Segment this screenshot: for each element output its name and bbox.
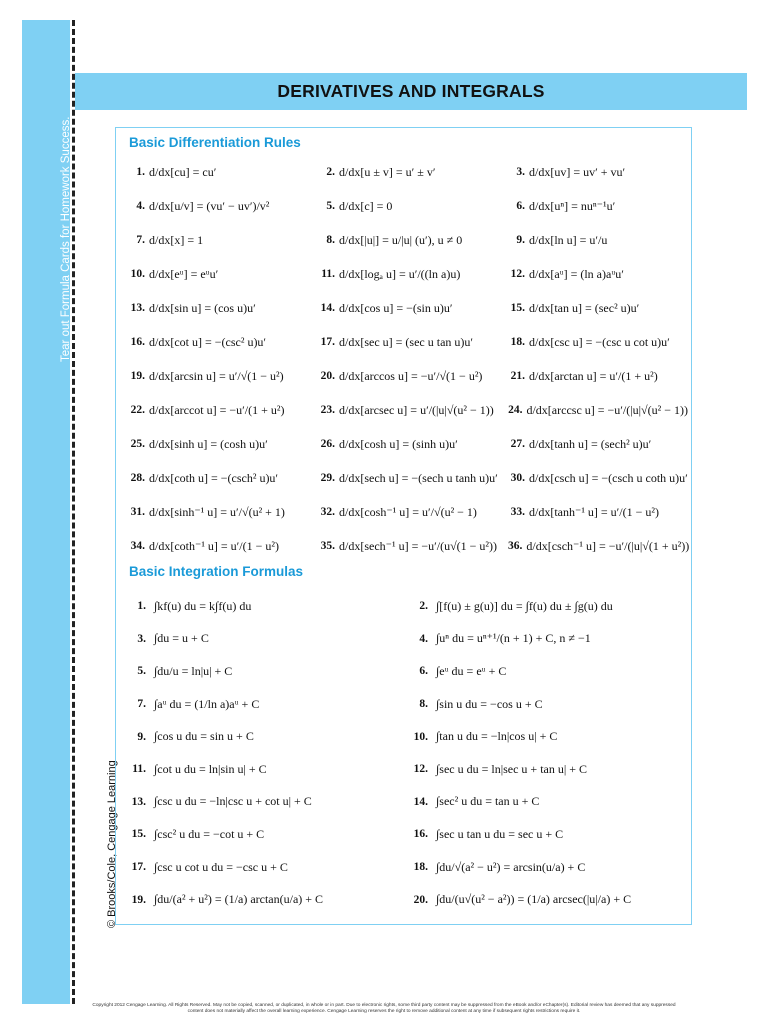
diff-rule-formula: d/dx[aᵘ] = (ln a)aᵘu′ xyxy=(529,266,624,281)
diff-rule-item xyxy=(318,529,508,563)
diff-rule-number: 36. xyxy=(508,540,523,552)
int-formula-item xyxy=(128,623,408,656)
diff-rule-number: 21. xyxy=(510,370,525,382)
diff-rule-formula: d/dx[csch⁻¹ u] = −u′/(|u|√(1 + u²)) xyxy=(526,538,690,553)
int-formula-formula: ∫du/u = ln|u| + C xyxy=(154,663,233,678)
diff-rule-formula: d/dx[arctan u] = u′/(1 + u²) xyxy=(529,368,658,383)
int-formula-item xyxy=(128,851,408,884)
diff-rule-number: 18. xyxy=(510,336,525,348)
int-formula-formula: ∫aᵘ du = (1/ln a)aᵘ + C xyxy=(154,696,260,711)
diff-rule-formula: d/dx[eᵘ] = eᵘu′ xyxy=(149,266,219,281)
diff-rule-item xyxy=(128,393,318,427)
int-formula-number: 17. xyxy=(131,861,146,874)
diff-rule-formula: d/dx[ln u] = u′/u xyxy=(529,232,608,247)
diff-rule-item xyxy=(318,461,508,495)
diff-rule-number: 3. xyxy=(516,166,525,178)
diff-rule-formula: d/dx[coth u] = −(csch² u)u′ xyxy=(149,470,279,485)
diff-rule-item xyxy=(508,359,688,393)
diff-rule-formula: d/dx[tan u] = (sec² u)u′ xyxy=(529,300,640,315)
diff-rule-number: 5. xyxy=(326,200,335,212)
int-formula-formula: ∫[f(u) ± g(u)] du = ∫f(u) du ± ∫g(u) du xyxy=(436,598,613,613)
diff-rule-item xyxy=(318,393,508,427)
int-formula-number: 11. xyxy=(132,763,146,776)
diff-rule-number: 2. xyxy=(326,166,335,178)
int-formula-item xyxy=(408,786,688,819)
diff-rule-formula: d/dx[tanh u] = (sech² u)u′ xyxy=(529,436,652,451)
differentiation-title: Basic Differentiation Rules xyxy=(129,135,301,150)
int-formula-formula: ∫csc u cot u du = −csc u + C xyxy=(154,859,288,874)
diff-rule-item xyxy=(508,461,688,495)
diff-rule-number: 19. xyxy=(130,370,145,382)
diff-rule-item xyxy=(318,495,508,529)
diff-rule-number: 20. xyxy=(320,370,335,382)
int-formula-number: 1. xyxy=(137,600,146,613)
differentiation-rules xyxy=(128,155,688,563)
int-formula-number: 3. xyxy=(137,632,146,645)
diff-rule-number: 9. xyxy=(516,234,525,246)
diff-rule-number: 17. xyxy=(320,336,335,348)
diff-rule-number: 34. xyxy=(130,540,145,552)
diff-rule-formula: d/dx[coth⁻¹ u] = u′/(1 − u²) xyxy=(149,538,280,553)
int-formula-item xyxy=(128,688,408,721)
diff-rule-number: 27. xyxy=(510,438,525,450)
int-formula-formula: ∫csc² u du = −cot u + C xyxy=(154,826,265,841)
diff-rule-formula: d/dx[arcsec u] = u′/(|u|√(u² − 1)) xyxy=(339,402,494,417)
int-formula-number: 5. xyxy=(137,665,146,678)
int-formula-formula: ∫sec u du = ln|sec u + tan u| + C xyxy=(436,761,588,776)
int-formula-number: 8. xyxy=(419,698,428,711)
diff-rule-formula: d/dx[cos u] = −(sin u)u′ xyxy=(339,300,453,315)
diff-rule-formula: d/dx[logₐ u] = u′/((ln a)u) xyxy=(339,266,461,281)
diff-rule-formula: d/dx[cosh u] = (sinh u)u′ xyxy=(339,436,458,451)
diff-rule-formula: d/dx[csch u] = −(csch u coth u)u′ xyxy=(529,470,688,485)
int-formula-item xyxy=(408,883,688,916)
footer-copyright: Copyright 2012 Cengage Learning. All Rights Reserved. May not be copied, scanned, or duplicated, in whole or in part. Due to electronic rights, some third party content may be suppressed from the eBook and/or eChapter(s). Editorial review has deemed that any suppressed content does not materially affect the overall learning experience. Cengage Learning reserves the right to remove additional content at any time if subsequent rights restrictions require it. xyxy=(92,1003,676,1014)
diff-rule-number: 30. xyxy=(510,472,525,484)
int-formula-item xyxy=(408,753,688,786)
diff-rule-item xyxy=(508,155,688,189)
diff-rule-formula: d/dx[sinh u] = (cosh u)u′ xyxy=(149,436,268,451)
int-formula-item xyxy=(408,720,688,753)
diff-rule-item xyxy=(128,427,318,461)
diff-rule-item xyxy=(318,325,508,359)
diff-rule-item xyxy=(128,155,318,189)
int-formula-formula: ∫sec u tan u du = sec u + C xyxy=(436,826,564,841)
diff-rule-item xyxy=(318,427,508,461)
diff-rule-number: 13. xyxy=(130,302,145,314)
diff-rule-item xyxy=(318,155,508,189)
diff-rule-number: 35. xyxy=(320,540,335,552)
diff-rule-formula: d/dx[arccsc u] = −u′/(|u|√(u² − 1)) xyxy=(526,402,688,417)
diff-rule-item xyxy=(128,529,318,563)
diff-rule-number: 15. xyxy=(510,302,525,314)
int-formula-formula: ∫du/√(a² − u²) = arcsin(u/a) + C xyxy=(436,859,586,874)
int-formula-number: 18. xyxy=(413,861,428,874)
int-formula-number: 10. xyxy=(413,730,428,743)
diff-rule-item xyxy=(128,359,318,393)
int-formula-number: 13. xyxy=(131,795,146,808)
diff-rule-item xyxy=(128,189,318,223)
diff-rule-formula: d/dx[u ± v] = u′ ± v′ xyxy=(339,164,436,179)
int-formula-number: 9. xyxy=(137,730,146,743)
diff-rule-number: 28. xyxy=(130,472,145,484)
diff-rule-item xyxy=(508,257,688,291)
diff-rule-item xyxy=(318,291,508,325)
int-formula-item xyxy=(128,883,408,916)
int-formula-item xyxy=(408,688,688,721)
int-formula-item xyxy=(408,818,688,851)
diff-rule-number: 8. xyxy=(326,234,335,246)
diff-rule-number: 31. xyxy=(130,506,145,518)
diff-rule-formula: d/dx[cosh⁻¹ u] = u′/√(u² − 1) xyxy=(339,504,477,519)
diff-rule-number: 11. xyxy=(321,268,335,280)
int-formula-number: 14. xyxy=(413,795,428,808)
int-formula-formula: ∫du = u + C xyxy=(154,631,209,646)
int-formula-formula: ∫tan u du = −ln|cos u| + C xyxy=(436,729,558,744)
int-formula-number: 12. xyxy=(413,763,428,776)
sidebar-tagline: Tear out Formula Cards for Homework Success. xyxy=(60,116,72,362)
diff-rule-formula: d/dx[sech⁻¹ u] = −u′/(u√(1 − u²)) xyxy=(339,538,498,553)
diff-rule-number: 16. xyxy=(130,336,145,348)
diff-rule-item xyxy=(508,427,688,461)
diff-rule-number: 10. xyxy=(130,268,145,280)
diff-rule-number: 32. xyxy=(320,506,335,518)
tear-line xyxy=(72,20,75,1004)
diff-rule-formula: d/dx[c] = 0 xyxy=(339,198,393,213)
diff-rule-item xyxy=(318,257,508,291)
diff-rule-number: 6. xyxy=(516,200,525,212)
diff-rule-number: 1. xyxy=(136,166,145,178)
diff-rule-number: 22. xyxy=(130,404,145,416)
diff-rule-number: 24. xyxy=(508,404,523,416)
diff-rule-formula: d/dx[x] = 1 xyxy=(149,232,204,247)
int-formula-item xyxy=(408,623,688,656)
int-formula-item xyxy=(128,786,408,819)
int-formula-number: 16. xyxy=(413,828,428,841)
diff-rule-formula: d/dx[uv] = uv′ + vu′ xyxy=(529,164,626,179)
diff-rule-number: 14. xyxy=(320,302,335,314)
int-formula-number: 19. xyxy=(131,893,146,906)
int-formula-formula: ∫sin u du = −cos u + C xyxy=(436,696,543,711)
int-formula-formula: ∫uⁿ du = uⁿ⁺¹/(n + 1) + C, n ≠ −1 xyxy=(436,631,591,646)
diff-rule-formula: d/dx[sech u] = −(sech u tanh u)u′ xyxy=(339,470,498,485)
diff-rule-number: 23. xyxy=(320,404,335,416)
diff-rule-number: 33. xyxy=(510,506,525,518)
diff-rule-number: 7. xyxy=(136,234,145,246)
diff-rule-formula: d/dx[tanh⁻¹ u] = u′/(1 − u²) xyxy=(529,504,660,519)
diff-rule-item xyxy=(508,495,688,529)
diff-rule-formula: d/dx[sec u] = (sec u tan u)u′ xyxy=(339,334,474,349)
diff-rule-item xyxy=(508,223,688,257)
int-formula-item xyxy=(128,655,408,688)
int-formula-formula: ∫sec² u du = tan u + C xyxy=(436,794,540,809)
int-formula-number: 15. xyxy=(131,828,146,841)
diff-rule-item xyxy=(508,393,688,427)
int-formula-item xyxy=(128,818,408,851)
diff-rule-item xyxy=(318,223,508,257)
diff-rule-item xyxy=(318,359,508,393)
diff-rule-item xyxy=(508,189,688,223)
int-formula-item xyxy=(128,753,408,786)
int-formula-item xyxy=(128,720,408,753)
diff-rule-number: 29. xyxy=(320,472,335,484)
diff-rule-formula: d/dx[arccot u] = −u′/(1 + u²) xyxy=(149,402,285,417)
int-formula-number: 4. xyxy=(419,632,428,645)
diff-rule-formula: d/dx[cu] = cu′ xyxy=(149,164,217,179)
diff-rule-item xyxy=(128,495,318,529)
int-formula-number: 7. xyxy=(137,698,146,711)
diff-rule-formula: d/dx[csc u] = −(csc u cot u)u′ xyxy=(529,334,670,349)
int-formula-item xyxy=(408,590,688,623)
int-formula-number: 2. xyxy=(419,600,428,613)
diff-rule-item xyxy=(318,189,508,223)
integration-formulas xyxy=(128,590,688,916)
diff-rule-formula: d/dx[sin u] = (cos u)u′ xyxy=(149,300,256,315)
diff-rule-item xyxy=(128,291,318,325)
diff-rule-formula: d/dx[sinh⁻¹ u] = u′/√(u² + 1) xyxy=(149,504,285,519)
diff-rule-formula: d/dx[|u|] = u/|u| (u′), u ≠ 0 xyxy=(339,232,463,247)
diff-rule-formula: d/dx[arcsin u] = u′/√(1 − u²) xyxy=(149,368,284,383)
diff-rule-formula: d/dx[cot u] = −(csc² u)u′ xyxy=(149,334,267,349)
diff-rule-item xyxy=(508,529,688,563)
int-formula-formula: ∫du/(u√(u² − a²)) = (1/a) arcsec(|u|/a) + C xyxy=(436,892,632,907)
diff-rule-item xyxy=(508,291,688,325)
int-formula-formula: ∫eᵘ du = eᵘ + C xyxy=(436,663,507,678)
int-formula-formula: ∫du/(a² + u²) = (1/a) arctan(u/a) + C xyxy=(154,892,324,907)
diff-rule-item xyxy=(128,325,318,359)
int-formula-formula: ∫csc u du = −ln|csc u + cot u| + C xyxy=(154,794,312,809)
copyright-notice: © Brooks/Cole, Cengage Learning xyxy=(106,760,118,928)
diff-rule-item xyxy=(508,325,688,359)
diff-rule-formula: d/dx[arccos u] = −u′/√(1 − u²) xyxy=(339,368,483,383)
int-formula-number: 6. xyxy=(419,665,428,678)
int-formula-item xyxy=(408,851,688,884)
diff-rule-formula: d/dx[uⁿ] = nuⁿ⁻¹u′ xyxy=(529,198,616,213)
diff-rule-formula: d/dx[u/v] = (vu′ − uv′)/v² xyxy=(149,198,270,213)
diff-rule-number: 25. xyxy=(130,438,145,450)
int-formula-item xyxy=(128,590,408,623)
diff-rule-number: 12. xyxy=(510,268,525,280)
diff-rule-number: 4. xyxy=(136,200,145,212)
int-formula-formula: ∫kf(u) du = k∫f(u) du xyxy=(154,598,252,613)
int-formula-formula: ∫cot u du = ln|sin u| + C xyxy=(154,761,267,776)
header-band xyxy=(75,73,747,110)
int-formula-item xyxy=(408,655,688,688)
diff-rule-number: 26. xyxy=(320,438,335,450)
diff-rule-item xyxy=(128,257,318,291)
int-formula-formula: ∫cos u du = sin u + C xyxy=(154,729,254,744)
diff-rule-item xyxy=(128,461,318,495)
integration-title: Basic Integration Formulas xyxy=(129,564,304,579)
diff-rule-item xyxy=(128,223,318,257)
int-formula-number: 20. xyxy=(413,893,428,906)
page-title: DERIVATIVES AND INTEGRALS xyxy=(277,81,545,101)
